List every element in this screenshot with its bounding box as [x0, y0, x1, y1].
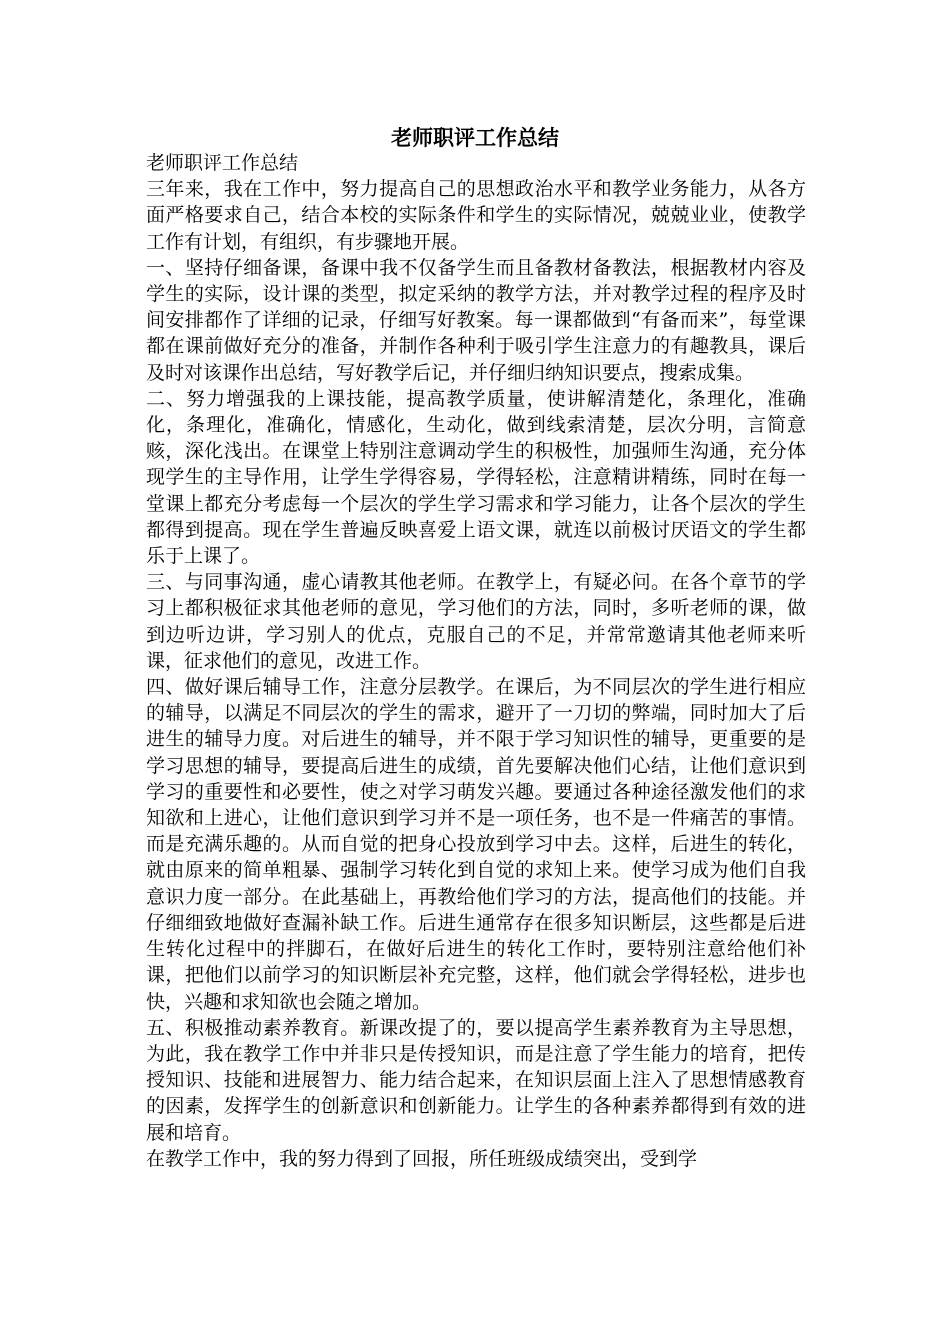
document-body [146, 150, 806, 1172]
section-five-paragraph: 五、积极推动素养教育。新课改提了的，要以提高学生素养教育为主导思想，为此，我在教学工作中并非只是传授知识，而是注意了学生能力的培育，把传授知识、技能和进展智力、能力结合起来，在知识层面上注入了思想情感教育的因素，发挥学生的创新意识和创新能力。让学生的各种素养都得到有效的进展和培育。 [146, 1016, 806, 1144]
section-two-paragraph: 二、努力增强我的上课技能，提高教学质量，使讲解清楚化，条理化，准确化，条理化，准确化，情感化，生动化，做到线索清楚，层次分明，言简意赅，深化浅出。在课堂上特别注意调动学生的积极性，加强师生沟通，充分体现学生的主导作用，让学生学得容易，学得轻松，注意精讲精练，同时在每一堂课上都充分考虑每一个层次的学生学习需求和学习能力，让各个层次的学生都得到提高。现在学生普遍反映喜爱上语文课，就连以前极讨厌语文的学生都乐于上课了。 [146, 387, 806, 568]
section-four-paragraph: 四、做好课后辅导工作，注意分层教学。在课后，为不同层次的学生进行相应的辅导，以满足不同层次的学生的需求，避开了一刀切的弊端，同时加大了后进生的辅导力度。对后进生的辅导，并不限于学习知识性的辅导，更重要的是学习思想的辅导，要提高后进生的成绩，首先要解决他们心结，让他们意识到学习的重要性和必要性，使之对学习萌发兴趣。要通过各种途径激发他们的求知欲和上进心，让他们意识到学习并不是一项任务，也不是一件痛苦的事情。而是充满乐趣的。从而自觉的把身心投放到学习中去。这样，后进生的转化，就由原来的简单粗暴、强制学习转化到自觉的求知上来。使学习成为他们自我意识力度一部分。在此基础上，再教给他们学习的方法，提高他们的技能。并仔细细致地做好查漏补缺工作。后进生通常存在很多知识断层，这些都是后进生转化过程中的拌脚石，在做好后进生的转化工作时，要特别注意给他们补课，把他们以前学习的知识断层补充完整，这样，他们就会学得轻松，进步也快，兴趣和求知欲也会随之增加。 [146, 676, 806, 1013]
section-one-paragraph: 一、坚持仔细备课，备课中我不仅备学生而且备教材备教法，根据教材内容及学生的实际，设计课的类型，拟定采纳的教学方法，并对教学过程的程序及时间安排都作了详细的记录，仔细写好教案。每一课都做到“有备而来”，每堂课都在课前做好充分的准备，并制作各种利于吸引学生注意力的有趣教具，课后及时对该课作出总结，写好教学后记，并仔细归纳知识要点，搜索成集。 [146, 256, 806, 384]
closing-paragraph: 在教学工作中，我的努力得到了回报，所任班级成绩突出，受到学 [146, 1147, 698, 1170]
intro-paragraph: 三年来，我在工作中，努力提高自己的思想政治水平和教学业务能力，从各方面严格要求自己，结合本校的实际条件和学生的实际情况，兢兢业业，使教学工作有计划，有组织，有步骤地开展。 [146, 178, 806, 253]
section-three-paragraph: 三、与同事沟通，虚心请教其他老师。在教学上，有疑必问。在各个章节的学习上都积极征求其他老师的意见，学习他们的方法，同时，多听老师的课，做到边听边讲，学习别人的优点，克服自己的不足，并常常邀请其他老师来听课，征求他们的意见，改进工作。 [146, 571, 806, 672]
subtitle-paragraph: 老师职评工作总结 [146, 152, 299, 174]
document-title: 老师职评工作总结 [391, 125, 559, 150]
